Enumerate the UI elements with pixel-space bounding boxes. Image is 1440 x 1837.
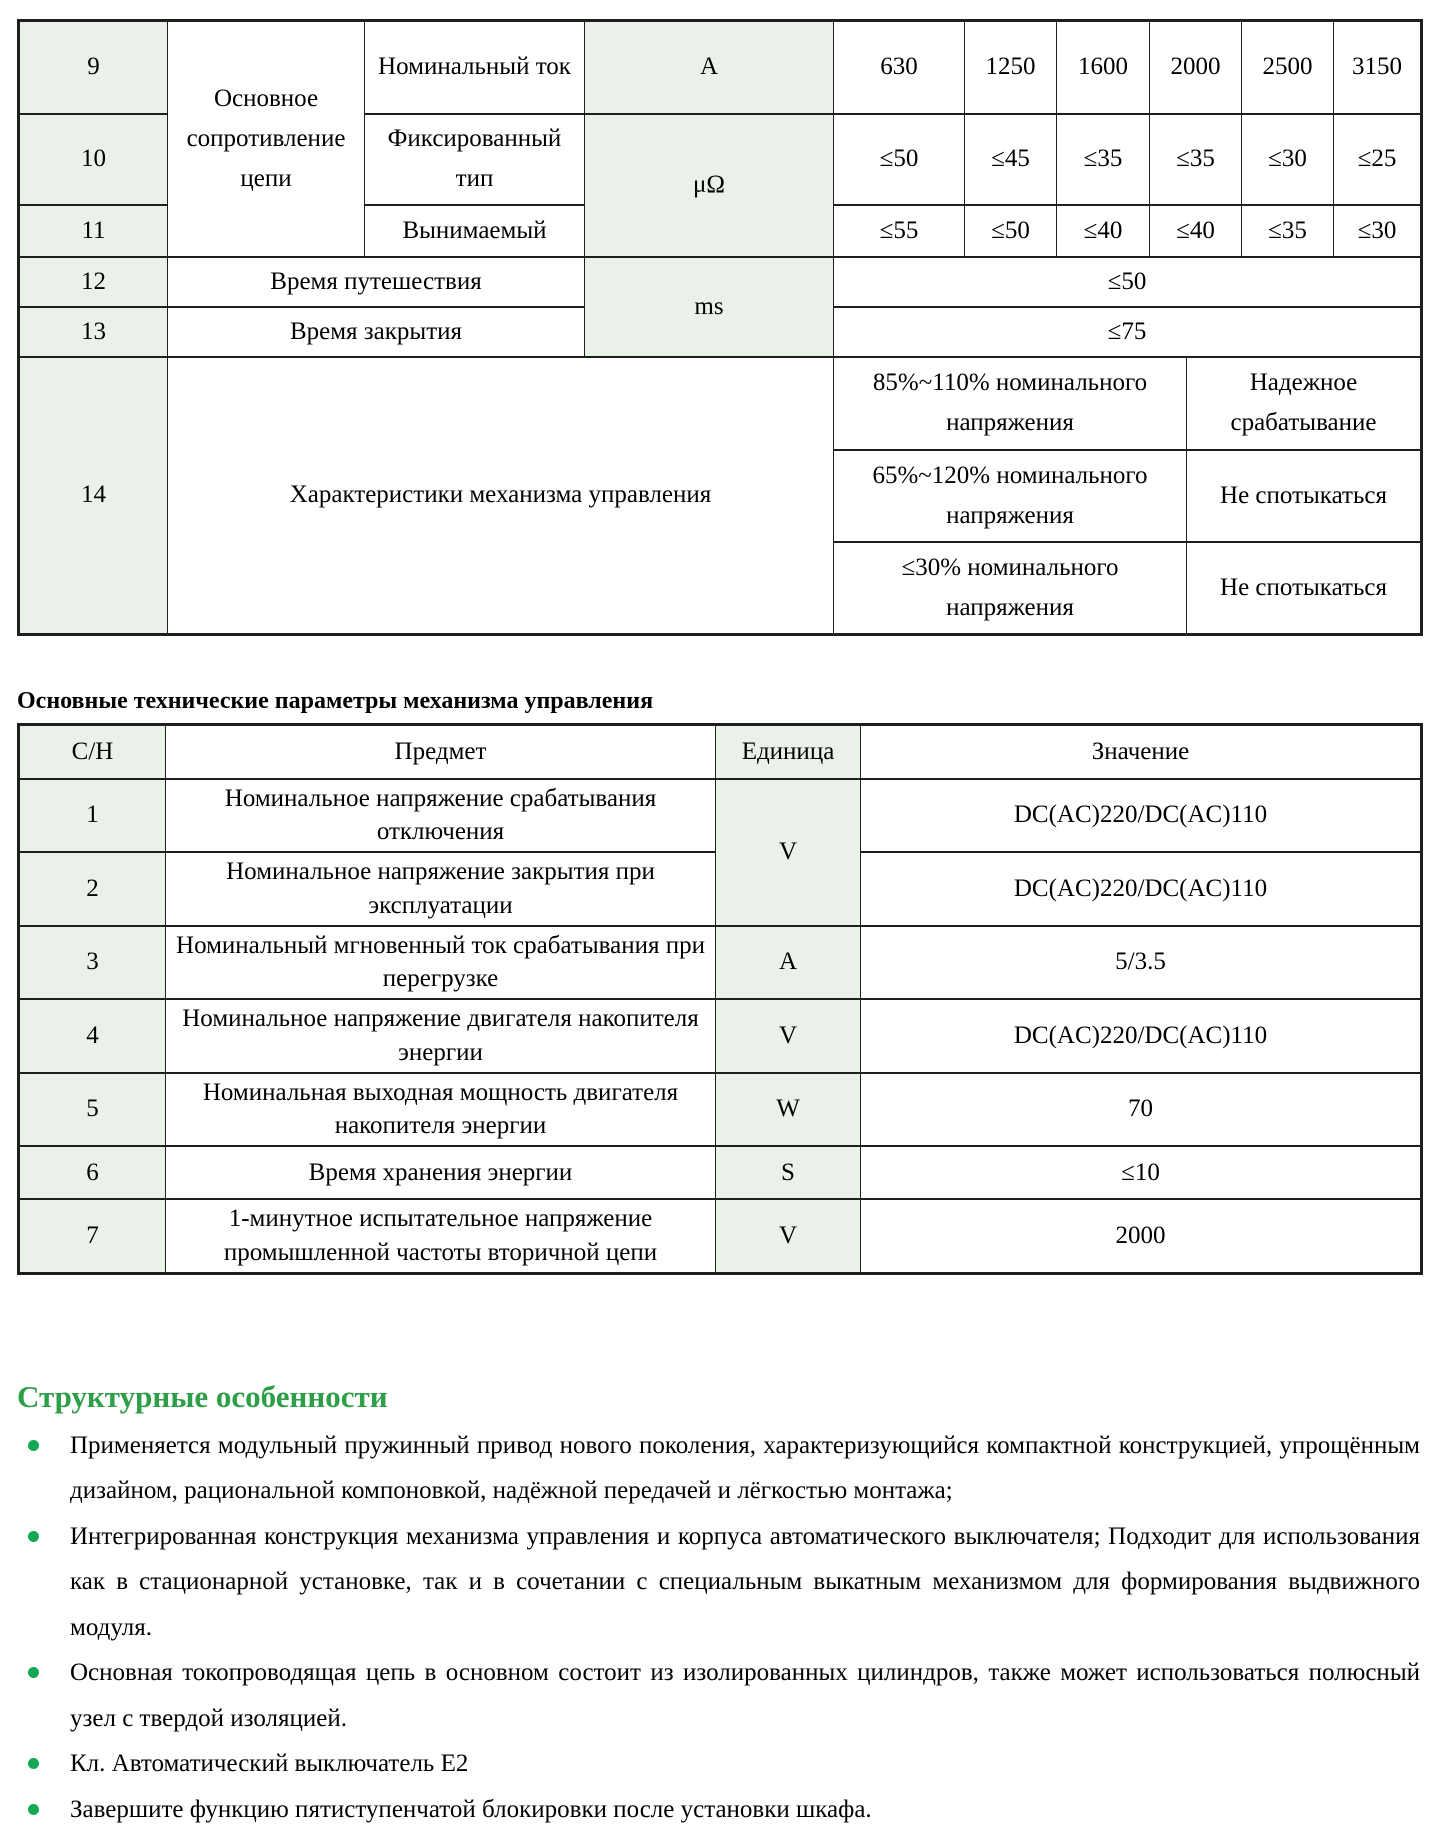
table-row — [19, 1146, 1422, 1199]
header-value-cell: Значение — [861, 725, 1422, 779]
value-cell: ≤10 — [861, 1146, 1422, 1199]
value-cell: ≤50 — [834, 114, 965, 205]
row-number-cell: 5 — [19, 1073, 166, 1147]
list-item — [17, 1741, 1420, 1787]
row-number-cell: 7 — [19, 1199, 166, 1273]
bullet-icon — [28, 1804, 39, 1815]
bullet-icon — [28, 1758, 39, 1769]
value-cell: ≤75 — [834, 307, 1422, 357]
result-cell: Не спотыкаться — [1187, 542, 1422, 635]
param-name-cell: Номинальный ток — [365, 21, 585, 114]
table-row — [19, 1199, 1422, 1273]
param-name-cell: Время хранения энергии — [166, 1146, 716, 1199]
value-cell: 1250 — [965, 21, 1057, 114]
value-cell: 2000 — [1150, 21, 1242, 114]
row-number-cell: 12 — [19, 257, 168, 307]
condition-cell: ≤30% номинального напряжения — [834, 542, 1187, 635]
param-name-cell: Характеристики механизма управления — [168, 357, 834, 635]
main-parameters-table — [17, 19, 1423, 636]
param-name-cell: 1-минутное испытательное напряжение промышленной частоты вторичной цепи — [166, 1199, 716, 1273]
table-row — [19, 21, 1422, 114]
table-row — [19, 779, 1422, 853]
mechanism-parameters-table — [17, 723, 1423, 1275]
value-cell: ≤55 — [834, 205, 965, 257]
value-cell: DC(AC)220/DC(AC)110 — [861, 779, 1422, 853]
value-cell: ≤30 — [1334, 205, 1422, 257]
section-heading-structural-features: Структурные особенности — [17, 1378, 388, 1414]
value-cell: 2000 — [861, 1199, 1422, 1273]
value-cell: 1600 — [1057, 21, 1150, 114]
param-name-cell: Вынимаемый — [365, 205, 585, 257]
row-number-cell: 6 — [19, 1146, 166, 1199]
list-item — [17, 1650, 1420, 1741]
unit-cell: S — [716, 1146, 861, 1199]
unit-cell: V — [716, 999, 861, 1073]
value-cell: ≤35 — [1057, 114, 1150, 205]
header-sn-cell: С/Н — [19, 725, 166, 779]
header-unit-cell: Единица — [716, 725, 861, 779]
value-cell: ≤25 — [1334, 114, 1422, 205]
table-row — [19, 357, 1422, 450]
unit-cell: μΩ — [585, 114, 834, 257]
value-cell: ≤45 — [965, 114, 1057, 205]
param-name-cell: Время закрытия — [168, 307, 585, 357]
value-cell: ≤50 — [965, 205, 1057, 257]
bullet-icon — [28, 1531, 39, 1542]
unit-cell: ms — [585, 257, 834, 357]
header-item-cell: Предмет — [166, 725, 716, 779]
param-name-cell: Фиксированный тип — [365, 114, 585, 205]
value-cell: DC(AC)220/DC(AC)110 — [861, 999, 1422, 1073]
list-item-text: Кл. Автоматический выключатель E2 — [70, 1750, 469, 1777]
list-item-text: Применяется модульный пружинный привод нового поколения, характеризующийся компактной конструкцией, упрощённым дизайном, рациональной компоновкой, надёжной передачей и лёгкостью монтажа; — [70, 1431, 1420, 1504]
result-cell: Надежное срабатывание — [1187, 357, 1422, 450]
list-item — [17, 1787, 1420, 1833]
features-list — [17, 1423, 1420, 1833]
value-cell: ≤40 — [1150, 205, 1242, 257]
bullet-icon — [28, 1667, 39, 1678]
param-name-cell: Номинальное напряжение двигателя накопителя энергии — [166, 999, 716, 1073]
param-name-cell: Номинальное напряжение срабатывания отключения — [166, 779, 716, 853]
row-number-cell: 13 — [19, 307, 168, 357]
unit-cell: V — [716, 1199, 861, 1273]
list-item-text: Завершите функцию пятиступенчатой блокировки после установки шкафа. — [70, 1795, 872, 1823]
row-number-cell: 11 — [19, 205, 168, 257]
section-heading-mechanism-parameters: Основные технические параметры механизма управления — [17, 688, 654, 714]
row-number-cell: 9 — [19, 21, 168, 114]
unit-cell: A — [716, 926, 861, 1000]
unit-cell: V — [716, 779, 861, 926]
param-name-cell: Номинальный мгновенный ток срабатывания при перегрузке — [166, 926, 716, 1000]
condition-cell: 85%~110% номинального напряжения — [834, 357, 1187, 450]
row-number-cell: 3 — [19, 926, 166, 1000]
row-number-cell: 14 — [19, 357, 168, 635]
param-name-cell: Номинальная выходная мощность двигателя накопителя энергии — [166, 1073, 716, 1147]
value-cell: 2500 — [1242, 21, 1334, 114]
value-cell: 5/3.5 — [861, 926, 1422, 1000]
list-item-text: Основная токопроводящая цепь в основном состоит из изолированных цилиндров, также может использоваться полюсный узел с твердой изоляцией. — [70, 1659, 1420, 1732]
bullet-icon — [28, 1440, 39, 1451]
value-cell: ≤30 — [1242, 114, 1334, 205]
value-cell: ≤35 — [1150, 114, 1242, 205]
table-row — [19, 257, 1422, 307]
row-number-cell: 10 — [19, 114, 168, 205]
value-cell: ≤40 — [1057, 205, 1150, 257]
value-cell: ≤35 — [1242, 205, 1334, 257]
table-header-row — [19, 725, 1422, 779]
value-cell: 3150 — [1334, 21, 1422, 114]
list-item-text: Интегрированная конструкция механизма управления и корпуса автоматического выключателя; Подходит для использования как в стационарной установке, так и в сочетании с специальным выкатным механизмом для формирования выдвижного модуля. — [70, 1522, 1420, 1641]
table-row — [19, 999, 1422, 1073]
list-item — [17, 1514, 1420, 1651]
table-row — [19, 1073, 1422, 1147]
group-label-cell: Основное сопротивление цепи — [168, 21, 365, 257]
param-name-cell: Номинальное напряжение закрытия при эксплуатации — [166, 852, 716, 926]
value-cell: 70 — [861, 1073, 1422, 1147]
value-cell: DC(AC)220/DC(AC)110 — [861, 852, 1422, 926]
row-number-cell: 1 — [19, 779, 166, 853]
list-item — [17, 1423, 1420, 1514]
result-cell: Не спотыкаться — [1187, 450, 1422, 542]
condition-cell: 65%~120% номинального напряжения — [834, 450, 1187, 542]
value-cell: ≤50 — [834, 257, 1422, 307]
row-number-cell: 2 — [19, 852, 166, 926]
unit-cell: W — [716, 1073, 861, 1147]
unit-cell: A — [585, 21, 834, 114]
param-name-cell: Время путешествия — [168, 257, 585, 307]
value-cell: 630 — [834, 21, 965, 114]
table-row — [19, 926, 1422, 1000]
row-number-cell: 4 — [19, 999, 166, 1073]
